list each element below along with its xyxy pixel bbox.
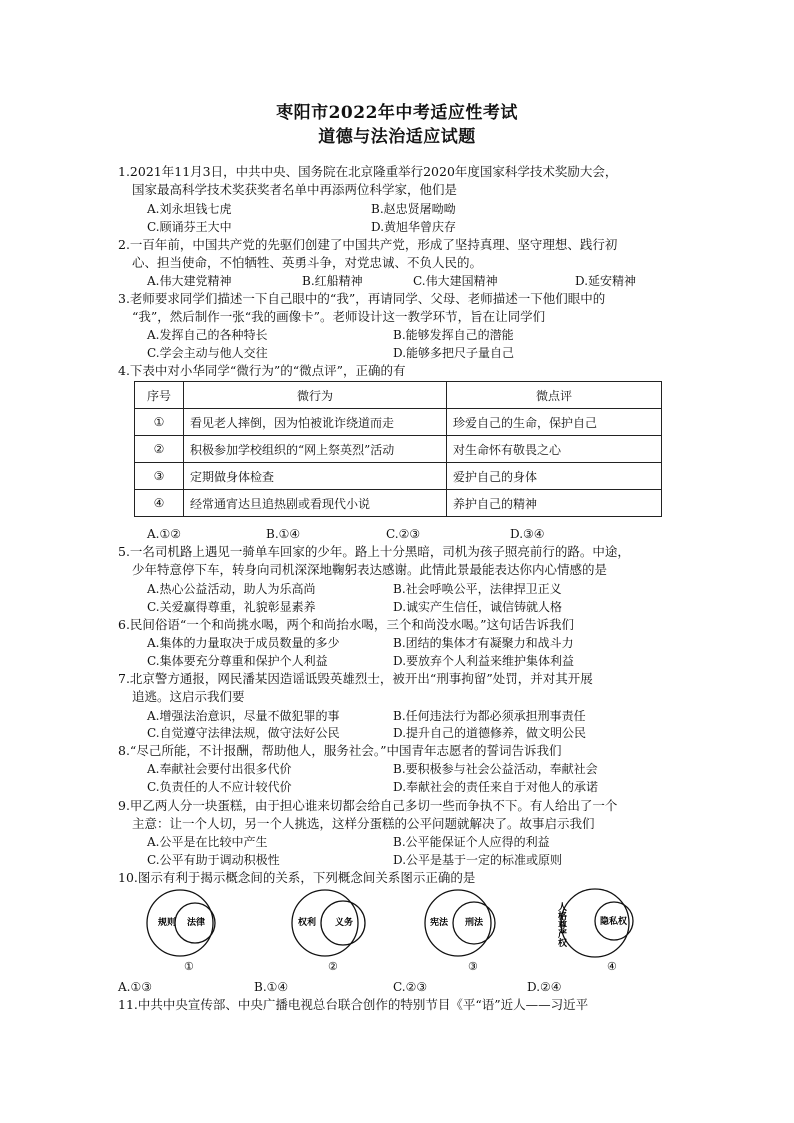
diagram-outer-label: 宪法 [430,918,449,928]
option-d[interactable]: D.提升自己的道德修养，做文明公民 [393,726,587,740]
option-b[interactable]: B.红船精神 [302,274,363,288]
table-header: 微点评 [447,382,662,409]
exam-title: 枣阳市2022年中考适应性考试 [276,103,518,123]
diagram-number: ② [328,960,338,973]
option-b[interactable]: B.团结的集体才有凝聚力和战斗力 [393,636,574,650]
question-text: 4.下表中对小华同学“微行为”的“微点评”，正确的有 [118,363,406,378]
option-a[interactable]: A.①③ [118,980,152,994]
question-4 [118,362,678,380]
diagram-number: ① [184,960,194,973]
table-cell: 对生命怀有敬畏之心 [447,436,662,463]
option-d[interactable]: D.③④ [510,527,545,541]
question-2 [118,236,678,272]
exam-subtitle: 道德与法治适应试题 [318,127,476,147]
option-a[interactable]: A.伟大建党精神 [147,274,232,288]
option-a[interactable]: A.刘永坦钱七虎 [147,202,232,216]
option-a[interactable]: A.奉献社会要付出很多代价 [147,762,292,776]
option-b[interactable]: B.要积极参与社会公益活动，奉献社会 [393,762,598,776]
diagram-2 [292,890,365,973]
question-text: 9.甲乙两人分一块蛋糕，由于担心谁来切都会给自己多切一些而争执不下。有人给出了一个 [118,798,618,813]
table-row [135,409,662,436]
diagram-inner-label: 刑法 [465,918,484,928]
question-text: “我”，然后制作一张“我的画像卡”。老师设计这一教学环节，旨在让同学们 [132,309,546,324]
diagram-inner-label: 义务 [335,918,354,928]
option-c[interactable]: C.自觉遵守法律法规，做守法好公民 [147,726,340,740]
question-text: 国家最高科学技术奖获奖者名单中再添两位科学家，他们是 [132,182,458,197]
option-c[interactable]: C.集体要充分尊重和保护个人利益 [147,654,328,668]
table-row [135,463,662,490]
diagram-1 [147,890,215,973]
question-text: 少年特意停下车，转身向司机深深地鞠躬表达感谢。此情此景最能表达你内心情感的是 [132,562,608,577]
question-6 [118,616,678,634]
table-cell: 经常通宵达旦追热剧或看现代小说 [184,490,447,517]
diagram-outer-label: 人格尊严权 [556,902,566,947]
option-c[interactable]: C.负责任的人不应计较代价 [147,780,292,794]
behavior-table [134,381,662,517]
table-header-row [135,382,662,409]
option-b[interactable]: B.能够发挥自己的潜能 [393,328,514,342]
table-cell: 珍爱自己的生命，保护自己 [447,409,662,436]
question-text: 1.2021年11月3日，中共中央、国务院在北京隆重举行2020年度国家科学技术奖励大会， [118,164,618,179]
table-cell: ③ [135,463,184,490]
table-cell: 定期做身体检查 [184,463,447,490]
option-a[interactable]: A.集体的力量取决于成员数量的多少 [147,636,340,650]
option-d[interactable]: D.延安精神 [575,274,637,288]
table-cell: ④ [135,490,184,517]
option-c[interactable]: C.②③ [393,980,428,994]
option-a[interactable]: A.①② [147,527,181,541]
option-b[interactable]: B.社会呼唤公平，法律捍卫正义 [393,582,562,596]
option-d[interactable]: D.奉献社会的责任来自于对他人的承诺 [393,780,599,794]
option-c[interactable]: C.关爱赢得尊重，礼貌彰显素养 [147,600,316,614]
option-d[interactable]: D.要放弃个人利益来维护集体利益 [393,654,575,668]
option-c[interactable]: C.公平有助于调动积极性 [147,853,280,867]
question-8 [118,742,678,760]
option-c[interactable]: C.学会主动与他人交往 [147,346,268,360]
diagram-outer-label: 规则 [158,918,177,928]
option-d[interactable]: D.诚实产生信任，诚信铸就人格 [393,600,563,614]
table-cell: ① [135,409,184,436]
option-b[interactable]: B.①④ [266,527,301,541]
question-3 [118,290,678,326]
table-cell: 看见老人摔倒，因为怕被讹诈绕道而走 [184,409,447,436]
table-header: 微行为 [184,382,447,409]
question-1 [118,163,678,199]
table-header: 序号 [135,382,184,409]
question-text: 6.民间俗语“一个和尚挑水喝，两个和尚抬水喝，三个和尚没水喝。”这句话告诉我们 [118,617,574,632]
question-text: 主意：让一个人切，另一个人挑选，这样分蛋糕的公平问题就解决了。故事启示我们 [132,816,595,831]
question-11 [118,996,678,1014]
question-9 [118,797,678,833]
diagram-outer-label: 权利 [298,918,317,928]
option-a[interactable]: A.发挥自己的各种特长 [147,328,268,342]
question-text: 10.图示有利于揭示概念间的关系，下列概念间关系图示正确的是 [118,870,476,885]
option-a[interactable]: A.增强法治意识，尽量不做犯罪的事 [147,709,340,723]
question-text: 2.一百年前，中国共产党的先驱们创建了中国共产党，形成了坚持真理、坚守理想、践行初 [118,237,618,252]
question-text: 追逃。这启示我们要 [132,689,245,704]
option-d[interactable]: D.黄旭华曾庆存 [371,220,457,234]
option-c[interactable]: C.②③ [386,527,421,541]
option-b[interactable]: B.任何违法行为都必须承担刑事责任 [393,709,586,723]
table-cell: ② [135,436,184,463]
table-cell: 爱护自己的身体 [447,463,662,490]
question-7 [118,670,678,706]
question-text: 5.一名司机路上遇见一骑单车回家的少年。路上十分黑暗，司机为孩子照亮前行的路。中途， [118,544,630,559]
question-5 [118,543,678,579]
option-b[interactable]: B.①④ [254,980,289,994]
table-row [135,436,662,463]
diagram-4 [556,889,633,973]
table-cell: 积极参加学校组织的“网上祭英烈”活动 [184,436,447,463]
question-text: 心、担当使命，不怕牺牲、英勇斗争，对党忠诚、不负人民的。 [132,255,483,270]
table-cell: 养护自己的精神 [447,490,662,517]
question-text: 7.北京警方通报，网民潘某因造谣诋毁英雄烈士，被开出“刑事拘留”处罚，并对其开展 [118,671,593,686]
question-10 [118,869,678,887]
option-a[interactable]: A.公平是在比较中产生 [147,835,268,849]
option-a[interactable]: A.热心公益活动，助人为乐高尚 [147,582,316,596]
diagram-number: ③ [468,960,478,973]
question-text: 3.老师要求同学们描述一下自己眼中的“我”，再请同学、父母、老师描述一下他们眼中的 [118,291,606,306]
concept-diagrams [140,888,680,978]
option-c[interactable]: C.伟大建国精神 [413,274,498,288]
question-text: 11.中共中央宣传部、中央广播电视总台联合创作的特别节目《平“语”近人——习近平 [118,997,589,1012]
option-b[interactable]: B.公平能保证个人应得的利益 [393,835,550,849]
option-c[interactable]: C.顾诵芬王大中 [147,220,232,234]
table-row [135,490,662,517]
option-d[interactable]: D.能够多把尺子量自己 [393,346,515,360]
question-text: 8.“尽己所能，不计报酬，帮助他人，服务社会。”中国青年志愿者的誓词告诉我们 [118,743,562,758]
option-d[interactable]: D.公平是基于一定的标准或原则 [393,853,563,867]
diagram-inner-label: 隐私权 [600,917,628,927]
diagram-inner-label: 法律 [187,918,206,928]
option-d[interactable]: D.②④ [527,980,562,994]
diagram-3 [425,890,495,973]
diagram-number: ④ [607,960,617,973]
option-b[interactable]: B.赵忠贤屠呦呦 [371,202,456,216]
